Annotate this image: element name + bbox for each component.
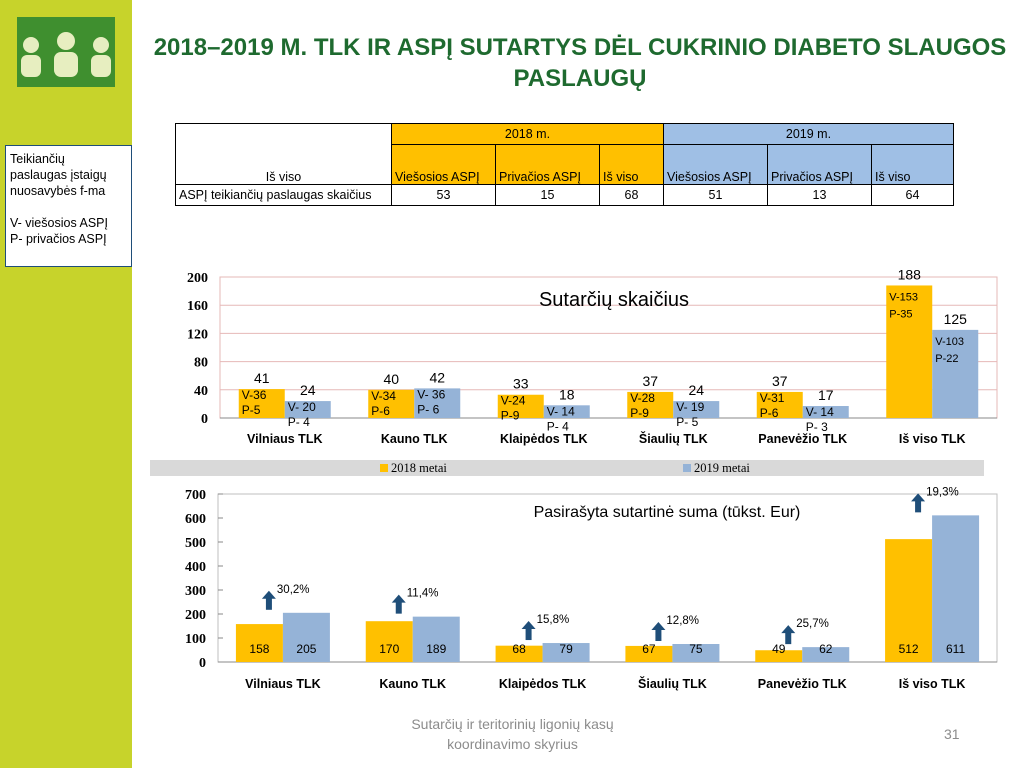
table-cell: 53 — [392, 185, 496, 206]
growth-arrow-icon — [785, 632, 791, 644]
growth-annotation: 12,8% — [666, 615, 700, 627]
data-label: 18 — [558, 386, 575, 403]
table-cell: 68 — [600, 185, 664, 206]
y-tick-label: 300 — [185, 584, 206, 599]
bar-inner-label: V-153 — [889, 291, 918, 304]
subheader-cell: Viešosios ASPĮ — [664, 145, 768, 185]
y-tick-label: 400 — [185, 560, 206, 575]
y-tick-label: 40 — [194, 383, 208, 399]
data-label: 37 — [771, 372, 788, 389]
x-tick-label: Klaipėdos TLK — [499, 432, 588, 446]
x-tick-label: Šiaulių TLK — [638, 677, 707, 691]
data-label: 158 — [249, 642, 270, 656]
y-tick-label: 500 — [185, 536, 206, 551]
growth-arrow-head-icon — [262, 591, 276, 599]
data-label: 67 — [642, 642, 656, 656]
legend-line: V- viešosios ASPĮ — [10, 216, 108, 230]
growth-annotation: 15,8% — [536, 614, 570, 627]
growth-arrow-head-icon — [651, 622, 665, 630]
data-label: 79 — [559, 642, 573, 656]
subheader-cell: Privačios ASPĮ — [496, 145, 600, 185]
growth-arrow-icon — [266, 598, 272, 610]
bar-inner-label: V-36 — [241, 388, 267, 403]
bar-inner-label: P-35 — [889, 308, 913, 321]
data-label: 205 — [296, 642, 317, 656]
data-label: 512 — [898, 642, 919, 656]
growth-arrow-icon — [526, 628, 532, 640]
growth-arrow-head-icon — [781, 625, 795, 633]
bar-inner-label: V- 19 — [676, 400, 705, 415]
header-2018: 2018 m. — [392, 124, 664, 145]
table-cell: 15 — [496, 185, 600, 206]
legend-line: paslaugas įstaigų — [10, 168, 107, 182]
y-tick-label: 200 — [185, 608, 206, 623]
bar-inner-label: P-6 — [371, 403, 390, 418]
bar-inner-label: P-22 — [935, 352, 959, 365]
data-label: 62 — [819, 642, 833, 656]
data-label: 49 — [772, 642, 786, 656]
y-tick-label: 160 — [187, 299, 208, 315]
bar-inner-label: P- 4 — [287, 415, 310, 430]
table-corner: Iš viso — [176, 124, 392, 185]
data-label: 42 — [429, 369, 446, 386]
legend-line: P- privačios ASPĮ — [10, 232, 107, 246]
growth-annotation: 11,4% — [406, 587, 439, 600]
header-2019: 2019 m. — [664, 124, 954, 145]
bar-inner-label: P-6 — [759, 405, 779, 420]
bar-inner-label: P- 5 — [676, 415, 699, 430]
data-label: 188 — [897, 266, 921, 283]
legend-line: nuosavybės f-ma — [10, 184, 106, 198]
x-tick-label: Iš viso TLK — [898, 677, 966, 691]
y-tick-label: 80 — [194, 355, 208, 371]
bar-inner-label: P-9 — [500, 408, 520, 423]
chart-title: Sutarčių skaičius — [538, 289, 690, 311]
title-line: PASLAUGŲ — [513, 65, 647, 92]
growth-arrow-icon — [655, 629, 661, 641]
bar-inner-label: V-28 — [630, 390, 655, 405]
x-tick-label: Klaipėdos TLK — [498, 677, 587, 691]
bar-inner-label: V- 14 — [805, 405, 834, 420]
growth-annotation: 19,3% — [926, 486, 959, 499]
subheader-cell: Privačios ASPĮ — [768, 145, 872, 185]
subheader-cell: Viešosios ASPĮ — [392, 145, 496, 185]
x-tick-label: Panevėžio TLK — [757, 677, 847, 691]
bar-inner-label: V-103 — [935, 335, 964, 348]
legend-label: 2018 metai — [391, 461, 447, 475]
data-label: 611 — [946, 642, 966, 656]
data-label: 41 — [253, 370, 270, 387]
data-label: 170 — [379, 642, 400, 656]
footer-line: Sutarčių ir teritorinių ligonių kasų — [411, 716, 614, 732]
bar — [932, 515, 979, 662]
x-tick-label: Šiaulių TLK — [638, 432, 708, 446]
data-label: 40 — [383, 370, 400, 387]
bar-inner-label: P-9 — [630, 405, 649, 420]
data-label: 68 — [512, 642, 526, 656]
bar-inner-label: P- 6 — [417, 402, 440, 417]
legend-line: Teikiančių — [10, 152, 65, 166]
table-cell: 13 — [768, 185, 872, 206]
row-label: ASPĮ teikiančių paslaugas skaičius — [176, 185, 392, 206]
y-tick-label: 100 — [185, 632, 206, 647]
bar-inner-label: P-5 — [241, 403, 261, 418]
data-label: 189 — [426, 642, 447, 656]
x-tick-label: Vilniaus TLK — [245, 677, 321, 691]
title-line: 2018–2019 M. TLK IR ASPĮ SUTARTYS DĖL CUKRINIO DIABETO SLAUGOS — [153, 34, 1007, 61]
growth-arrow-icon — [915, 500, 921, 512]
x-tick-label: Vilniaus TLK — [247, 432, 323, 446]
chart-title: Pasirašyta sutartinė suma (tūkst. Eur) — [533, 504, 801, 521]
page-number: 31 — [944, 726, 960, 742]
subheader-cell: Iš viso — [872, 145, 954, 185]
growth-arrow-head-icon — [392, 595, 406, 603]
growth-arrow-icon — [396, 602, 402, 614]
data-label: 125 — [943, 310, 967, 327]
x-tick-label: Kauno TLK — [380, 432, 448, 446]
growth-annotation: 25,7% — [796, 618, 829, 631]
table-cell: 51 — [664, 185, 768, 206]
legend-label: 2019 metai — [694, 461, 750, 475]
data-label: 17 — [817, 387, 834, 404]
y-tick-label: 0 — [199, 656, 206, 671]
footer-line: koordinavimo skyrius — [447, 736, 578, 752]
data-label: 24 — [688, 382, 705, 399]
data-label: 33 — [512, 375, 529, 392]
growth-arrow-head-icon — [911, 493, 925, 501]
bar-inner-label: V-34 — [371, 388, 396, 403]
data-label: 37 — [642, 372, 659, 389]
bar-inner-label: V- 20 — [287, 400, 316, 415]
bar-inner-label: V-24 — [500, 393, 526, 408]
growth-annotation: 30,2% — [276, 583, 310, 596]
x-tick-label: Panevėžio TLK — [758, 432, 848, 446]
subheader-cell: Iš viso — [600, 145, 664, 185]
y-tick-label: 200 — [187, 271, 208, 286]
x-tick-label: Kauno TLK — [379, 677, 447, 691]
y-tick-label: 700 — [185, 488, 206, 503]
table-cell: 64 — [872, 185, 954, 206]
bar-inner-label: P- 3 — [805, 420, 828, 435]
bar-inner-label: P- 4 — [546, 419, 569, 434]
y-tick-label: 120 — [187, 327, 208, 343]
growth-arrow-head-icon — [522, 621, 536, 629]
data-label: 75 — [689, 642, 703, 656]
data-label: 24 — [299, 382, 316, 399]
footer — [380, 714, 645, 754]
y-tick-label: 0 — [201, 412, 208, 427]
y-tick-label: 600 — [185, 512, 206, 527]
bar-inner-label: V-31 — [759, 390, 785, 405]
bar-inner-label: V- 36 — [417, 387, 446, 402]
x-tick-label: Iš viso TLK — [898, 432, 966, 446]
bar-inner-label: V- 14 — [546, 404, 575, 419]
